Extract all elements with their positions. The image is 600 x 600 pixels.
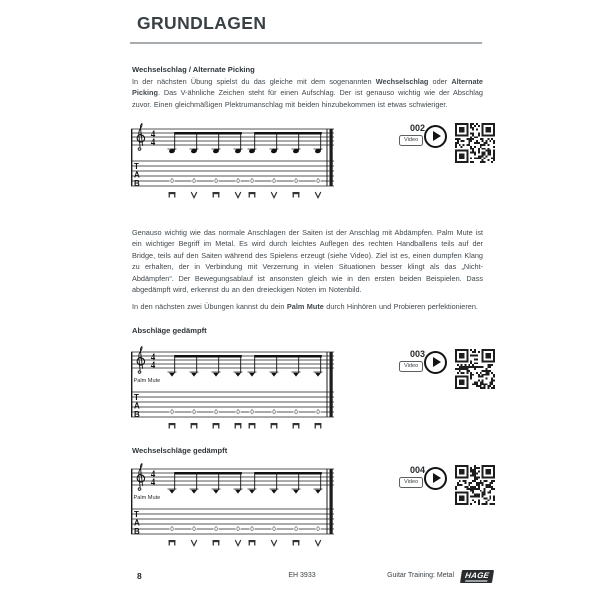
svg-text:0: 0 (236, 410, 240, 417)
svg-text:0: 0 (170, 410, 174, 417)
video-badge-002 (398, 123, 496, 165)
qr-code (455, 465, 495, 505)
music-notation-svg (130, 344, 335, 434)
publisher-logo-text: HAGE (464, 570, 490, 580)
svg-text:0: 0 (214, 179, 218, 186)
svg-text:0: 0 (236, 179, 240, 186)
svg-text:0: 0 (192, 179, 196, 186)
svg-text:0: 0 (170, 179, 174, 186)
svg-text:0: 0 (214, 527, 218, 534)
svg-text:0: 0 (192, 410, 196, 417)
play-icon (424, 351, 447, 374)
section-heading-intro: Wechselschlag / Alternate Picking (132, 65, 255, 74)
svg-text:4: 4 (150, 136, 156, 147)
video-number: 002 (409, 123, 425, 133)
play-triangle-icon (433, 473, 441, 483)
section-heading-ex3: Wechselschläge gedämpft (132, 446, 228, 455)
svg-text:B: B (134, 178, 140, 188)
paragraph-next-exercises: In den nächsten zwei Übungen kannst du dein Palm Mute durch Hinhören und Probieren perfektionieren. (132, 302, 478, 311)
svg-text:0: 0 (272, 179, 276, 186)
play-icon (424, 467, 447, 490)
qr-code (455, 349, 495, 389)
notation-exercise-3 (130, 461, 335, 556)
svg-text:A: A (134, 401, 140, 411)
svg-text:A: A (134, 170, 140, 180)
qr-code (455, 123, 495, 163)
video-label-pill: Video (399, 135, 423, 146)
video-number: 003 (409, 349, 425, 359)
svg-text:T: T (134, 162, 139, 171)
svg-text:0: 0 (294, 527, 298, 534)
play-triangle-icon (433, 357, 441, 367)
footer-catalog-number: EH 3933 (288, 572, 316, 579)
video-badge-003 (398, 349, 496, 391)
svg-text:Palm Mute: Palm Mute (133, 378, 161, 384)
svg-text:4: 4 (150, 468, 156, 479)
paragraph-intro: In der nächsten Übung spielst du das gleiche mit dem sogenannten Wechselschlag oder Alternate Picking. Das V-ähnliche Zeichen steht für einen Aufschlag. Der ist genauso wichtig wie der Abschlag zuvor. Einen gleichmäßigen Plektrumanschlag mit beiden hinzubekommen ist etwas schwieriger. (132, 77, 483, 109)
svg-text:0: 0 (236, 527, 240, 534)
publisher-logo-subline (465, 580, 487, 582)
notation-exercise-1 (130, 121, 335, 208)
svg-text:B: B (134, 526, 140, 536)
svg-text:0: 0 (316, 410, 320, 417)
video-label-pill: Video (399, 361, 423, 372)
svg-text:T: T (134, 510, 139, 519)
music-notation-svg (130, 461, 335, 551)
svg-text:0: 0 (316, 179, 320, 186)
svg-text:0: 0 (250, 527, 254, 534)
svg-text:T: T (134, 393, 139, 402)
svg-text:B: B (134, 409, 140, 419)
title-divider (130, 42, 482, 44)
footer-page-number: 8 (137, 571, 142, 581)
notation-exercise-2 (130, 344, 335, 439)
video-number: 004 (409, 465, 425, 475)
play-triangle-icon (433, 131, 441, 141)
video-badge-004 (398, 465, 496, 507)
svg-text:4: 4 (150, 476, 156, 487)
video-label-pill: Video (399, 477, 423, 488)
svg-text:0: 0 (214, 410, 218, 417)
svg-text:0: 0 (294, 179, 298, 186)
section-heading-ex2: Abschläge gedämpft (132, 326, 207, 335)
svg-text:0: 0 (272, 410, 276, 417)
svg-text:4: 4 (150, 351, 156, 362)
paragraph-palm-mute: Genauso wichtig wie das normale Anschlagen der Saiten ist der Anschlag mit Abdämpfen. Palm Mute ist ein wichtiger Begriff im Metal. Es wird durch leichtes Auflegen des rechten Handballens teils auf der Bridge, teils auf den Saiten während des Spielens erzeugt (siehe Video). Ziel ist es, einen dumpfen Klang zu erhalten, der in Verbindung mit Verzerrung in vielen Situationen besser klingt als das „Nicht-Abdämpfen“. Der Bewegungsablauf ist ansonsten gleich wie in den ersten beiden Beispielen. Dass abgedämpft wird, erkennst du an den dreieckigen Noten im Notenbild. (132, 228, 483, 295)
svg-text:0: 0 (250, 179, 254, 186)
page-title: GRUNDLAGEN (137, 13, 267, 33)
svg-text:4: 4 (150, 128, 156, 139)
svg-text:Palm Mute: Palm Mute (133, 495, 161, 501)
svg-text:0: 0 (170, 527, 174, 534)
play-icon (424, 125, 447, 148)
svg-text:4: 4 (150, 359, 156, 370)
svg-text:0: 0 (316, 527, 320, 534)
svg-text:0: 0 (272, 527, 276, 534)
music-notation-svg (130, 121, 335, 203)
svg-text:A: A (134, 518, 140, 528)
publisher-logo (460, 570, 494, 583)
svg-text:0: 0 (250, 410, 254, 417)
svg-text:0: 0 (294, 410, 298, 417)
footer-series-title: Guitar Training: Metal (387, 572, 454, 579)
svg-text:0: 0 (192, 527, 196, 534)
